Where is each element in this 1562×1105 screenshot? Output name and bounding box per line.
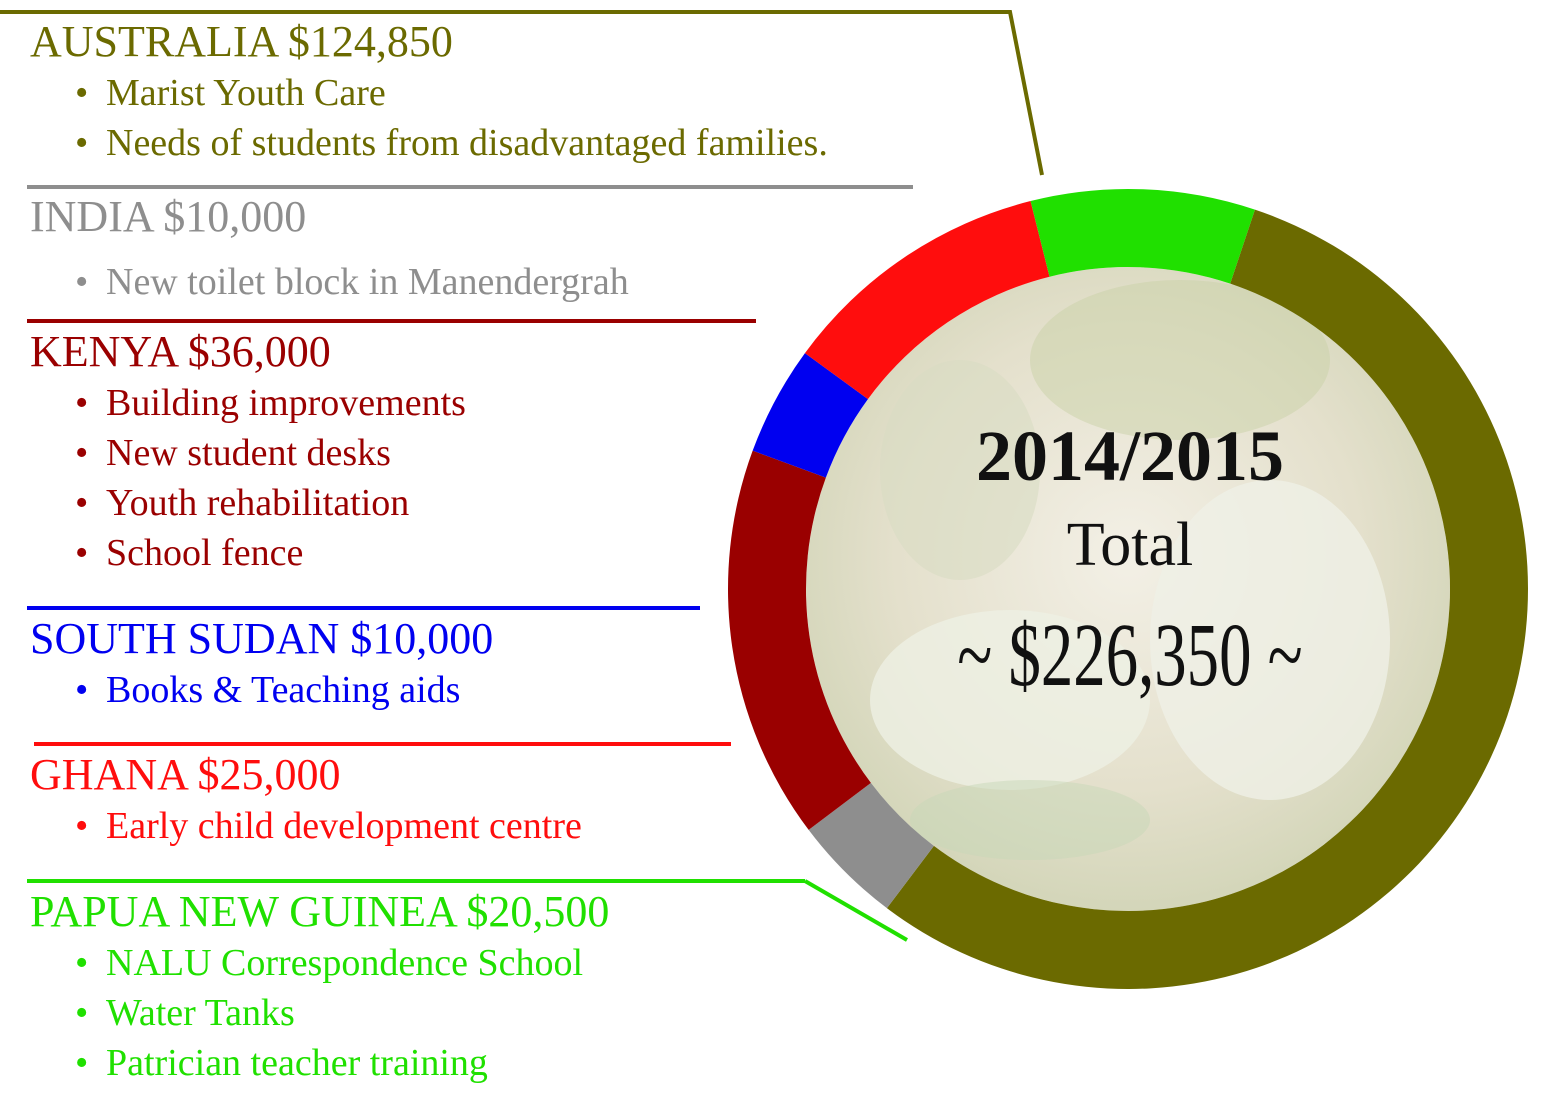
project-label: Patrician teacher training <box>106 1042 488 1084</box>
legend-heading <box>30 327 466 376</box>
legend-heading <box>30 750 582 799</box>
legend-section-india <box>30 192 629 307</box>
country-amount: $20,500 <box>466 887 610 936</box>
project-label: New toilet block in Manendergrah <box>106 261 629 303</box>
project-item <box>30 378 466 428</box>
project-list <box>30 665 493 715</box>
project-item <box>30 665 493 715</box>
project-item <box>30 68 828 118</box>
center-total-value: ~ $226,350 ~ <box>957 604 1303 705</box>
center-total-label: Total <box>1066 511 1194 579</box>
project-label: Water Tanks <box>106 992 295 1034</box>
project-label: Youth rehabilitation <box>106 482 410 524</box>
project-list <box>30 378 466 578</box>
country-amount: $124,850 <box>287 17 453 66</box>
project-label: Building improvements <box>106 382 466 424</box>
project-item <box>30 478 466 528</box>
project-label: Books & Teaching aids <box>106 669 461 711</box>
legend-heading <box>30 192 629 241</box>
legend-heading <box>30 614 494 663</box>
project-list <box>30 801 582 851</box>
project-label: New student desks <box>106 432 391 474</box>
country-name: GHANA <box>30 750 187 799</box>
project-label: Marist Youth Care <box>106 72 386 114</box>
project-item <box>30 988 609 1038</box>
country-amount: $25,000 <box>197 750 341 799</box>
legend-section-south-sudan <box>30 614 494 715</box>
legend-section-kenya <box>30 327 466 578</box>
legend-heading <box>30 887 610 936</box>
project-label: Needs of students from disadvantaged families. <box>106 122 828 164</box>
country-name: AUSTRALIA <box>30 17 277 66</box>
legend-section-australia <box>30 17 828 168</box>
country-amount: $10,000 <box>163 192 307 241</box>
country-name: SOUTH SUDAN <box>30 614 340 663</box>
project-list <box>30 257 629 307</box>
country-name: INDIA <box>30 192 153 241</box>
project-list <box>30 68 828 168</box>
project-item <box>30 257 629 307</box>
center-year: 2014/2015 <box>975 416 1285 496</box>
project-item <box>30 938 609 988</box>
project-label: Early child development centre <box>106 805 582 847</box>
project-item <box>30 801 582 851</box>
legend-section-ghana <box>30 750 582 851</box>
legend-heading <box>30 17 828 66</box>
country-name: KENYA <box>30 327 177 376</box>
project-list <box>30 938 609 1088</box>
country-name: PAPUA NEW GUINEA <box>30 887 456 936</box>
project-label: School fence <box>106 532 304 574</box>
project-item <box>30 528 466 578</box>
legend-section-papua-new-guinea <box>30 887 610 1088</box>
country-amount: $36,000 <box>187 327 331 376</box>
project-item <box>30 118 828 168</box>
country-amount: $10,000 <box>350 614 494 663</box>
project-label: NALU Correspondence School <box>106 942 584 984</box>
project-item <box>30 1038 609 1088</box>
project-item <box>30 428 466 478</box>
